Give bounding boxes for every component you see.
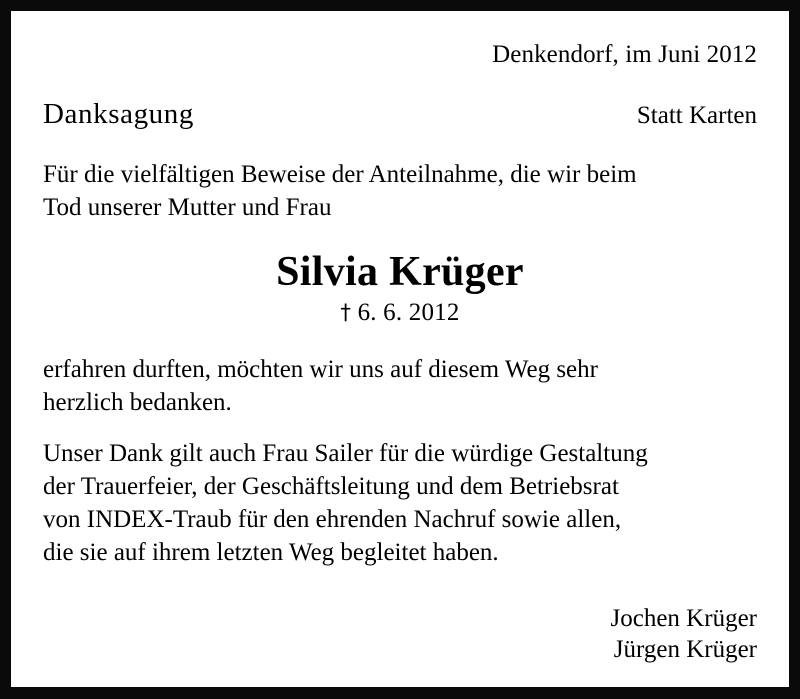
- thanks-line-3: von INDEX-Traub für den ehrenden Nachruf sowie allen,: [43, 505, 622, 533]
- thanks-line-1: Unser Dank gilt auch Frau Sailer für die würdige Gestaltung: [43, 439, 648, 467]
- thanks-line-2: der Trauerfeier, der Geschäftsleitung und dem Betriebsrat: [43, 472, 619, 500]
- thanks-paragraph: [43, 437, 757, 569]
- signature-2: Jürgen Krüger: [613, 635, 757, 663]
- middle-line-1: erfahren durften, möchten wir uns auf diesem Weg sehr: [43, 355, 598, 383]
- place-and-date: Denkendorf, im Juni 2012: [492, 41, 757, 68]
- deceased-name: Silvia Krüger: [276, 248, 524, 295]
- death-date-line: [43, 299, 757, 327]
- instead-of-cards-note: Statt Karten: [636, 101, 757, 129]
- signature-block: [43, 603, 757, 670]
- signature-1: Jochen Krüger: [610, 604, 757, 632]
- cross-icon: †: [340, 299, 352, 324]
- intro-line-1: Für die vielfältigen Beweise der Anteilnahme, die wir beim: [43, 160, 637, 188]
- middle-paragraph: [43, 353, 757, 419]
- death-date: 6. 6. 2012: [357, 298, 460, 326]
- middle-line-2: herzlich bedanken.: [43, 388, 232, 416]
- intro-line-2: Tod unserer Mutter und Frau: [43, 193, 332, 221]
- intro-paragraph: [43, 158, 757, 224]
- thanks-line-4: die sie auf ihrem letzten Weg begleitet haben.: [43, 538, 499, 566]
- page-title: Danksagung: [43, 97, 194, 130]
- deceased-block: [43, 250, 757, 327]
- heading-row: [43, 98, 757, 131]
- obituary-card: [11, 11, 789, 687]
